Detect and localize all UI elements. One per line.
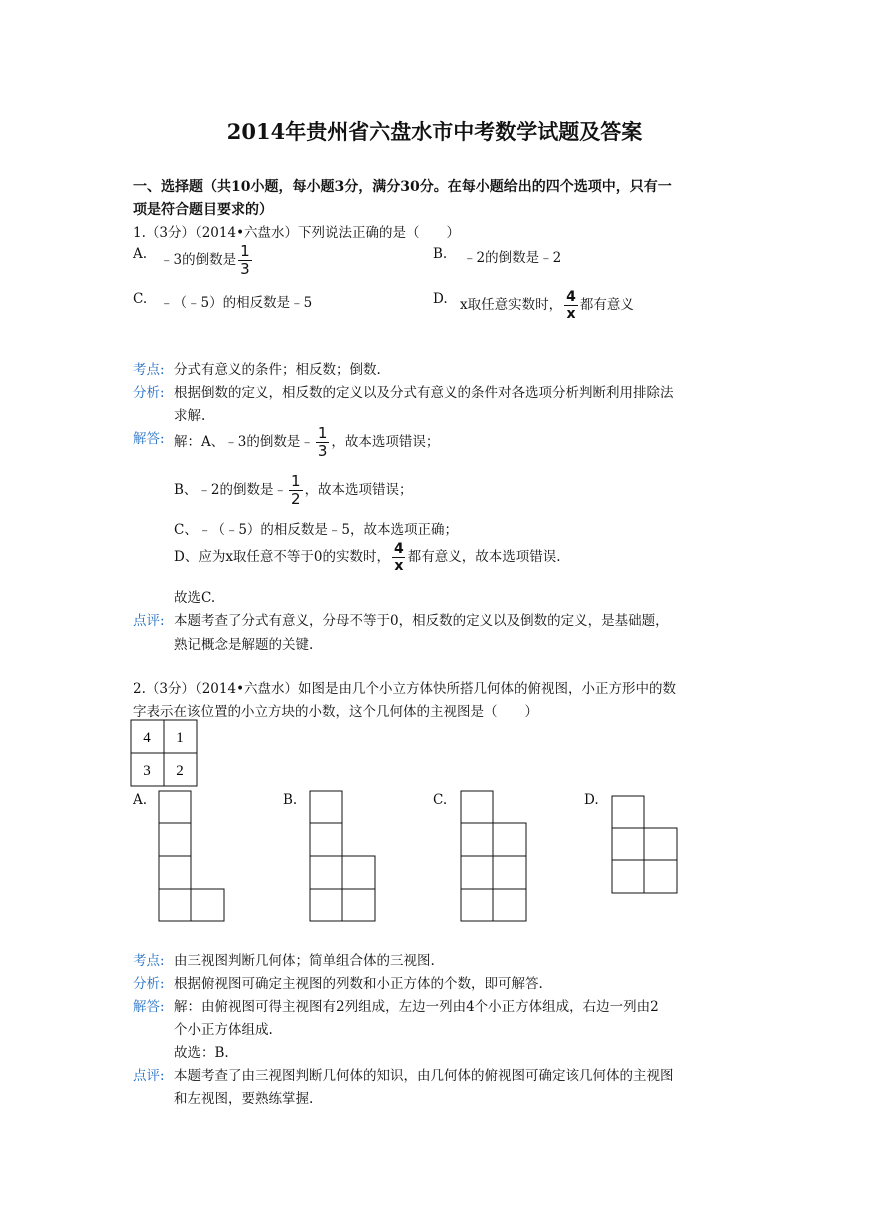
fraction-1-2: $\frac{1}{2}$: [291, 472, 301, 508]
q2-option-c-label: C.: [433, 792, 448, 808]
top-view-grid: [130, 719, 198, 787]
section-heading-line2: 项是符合题目要求的）: [133, 202, 273, 218]
q1-option-d-label: D.: [433, 291, 448, 307]
section-heading-line1: 一、选择题（共10小题，每小题3分，满分30分。在每小题给出的四个选项中，只有一: [133, 179, 672, 195]
q2-answer: 故选：B.: [174, 1045, 229, 1061]
q1-jieda-label: 解答:: [133, 431, 165, 447]
top-view-cell-1: 4: [143, 730, 151, 746]
q1-option-c: ﹣（﹣5）的相反数是﹣5: [160, 295, 313, 311]
fraction-1-3: $\frac{1}{3}$: [240, 242, 250, 278]
q1-jieda-b-text2: ，故本选项错误；: [304, 482, 413, 498]
q1-dianping-label: 点评:: [133, 613, 165, 629]
q1-option-b-label: B.: [433, 246, 448, 262]
fraction-4-x: $\frac{4}{x}$: [566, 289, 576, 322]
q1-option-d-text1: x取任意实数时，: [460, 297, 563, 313]
q1-kaodian-text: 分式有意义的条件；相反数；倒数.: [174, 362, 381, 378]
top-view-cell-4: 2: [176, 763, 184, 779]
q1-fenxi-line1: 根据倒数的定义，相反数的定义以及分式有意义的条件对各选项分析判断利用排除法: [174, 385, 674, 401]
q2-jieda-label: 解答:: [133, 999, 165, 1015]
q2-option-b-figure: [309, 790, 377, 923]
top-view-cell-3: 3: [143, 763, 151, 779]
fraction-4-x-answer: $\frac{4}{x}$: [394, 541, 404, 574]
q2-kaodian-label: 考点:: [133, 953, 165, 969]
q1-jieda-d: [174, 542, 561, 573]
fraction-1-3-answer: $\frac{1}{3}$: [317, 424, 328, 460]
q1-jieda-d-text2: 都有意义，故本选项错误.: [407, 549, 561, 565]
q1-jieda-c: C、﹣（﹣5）的相反数是﹣5，故本选项正确；: [174, 522, 459, 538]
q2-option-d-figure: [611, 795, 679, 895]
q2-option-b-label: B.: [283, 792, 298, 808]
q1-jieda-b: [174, 474, 413, 507]
q1-jieda-a-text2: ，故本选项错误；: [331, 434, 440, 450]
q2-jieda-line2: 个小正方体组成.: [174, 1022, 273, 1038]
q1-option-d: [460, 290, 634, 321]
q1-option-c-label: C.: [133, 291, 148, 307]
q2-option-c-figure: [460, 790, 528, 923]
q1-option-a: [160, 244, 254, 277]
top-view-cell-2: 1: [176, 730, 184, 746]
q1-option-d-text2: 都有意义: [579, 297, 634, 313]
q1-fenxi-label: 分析:: [133, 385, 165, 401]
q1-option-a-label: A.: [133, 246, 148, 262]
q2-option-a-label: A.: [133, 792, 148, 808]
q2-kaodian-text: 由三视图判断几何体；简单组合体的三视图.: [174, 953, 435, 969]
q1-jieda-d-text1: D、应为x取任意不等于0的实数时，: [174, 549, 391, 565]
q2-option-d-label: D.: [584, 792, 599, 808]
q2-stem-line2: 字表示在该位置的小立方块的小数，这个几何体的主视图是（ ）: [133, 704, 538, 720]
q2-fenxi-text: 根据俯视图可确定主视图的列数和小正方体的个数，即可解答.: [174, 976, 543, 992]
q1-stem: 1.（3分）（2014•六盘水）下列说法正确的是（ ）: [133, 225, 461, 241]
page-title: 2014年贵州省六盘水市中考数学试题及答案: [226, 119, 643, 144]
q2-jieda-line1: 解：由俯视图可得主视图有2列组成，左边一列由4个小正方体组成，右边一列由2: [174, 999, 659, 1015]
q2-dianping-label: 点评:: [133, 1068, 165, 1084]
q1-kaodian-label: 考点:: [133, 362, 165, 378]
q1-jieda-a-text1: 解：A、﹣3的倒数是﹣: [174, 434, 314, 450]
q1-jieda-b-text1: B、﹣2的倒数是﹣: [174, 482, 288, 498]
q1-fenxi-line2: 求解.: [174, 408, 206, 424]
q2-dianping-line1: 本题考查了由三视图判断几何体的知识，由几何体的俯视图可确定该几何体的主视图: [174, 1068, 674, 1084]
q1-option-a-text: ﹣3的倒数是: [160, 252, 237, 268]
q1-jieda-a: [174, 426, 439, 459]
q2-dianping-line2: 和左视图，要熟练掌握.: [174, 1091, 314, 1107]
q1-dianping-line1: 本题考查了分式有意义，分母不等于0，相反数的定义以及倒数的定义，是基础题，: [174, 613, 669, 629]
q2-stem-line1: 2.（3分）（2014•六盘水）如图是由几个小立方体快所搭几何体的俯视图，小正方形中的数: [133, 681, 677, 697]
q1-dianping-line2: 熟记概念是解题的关键.: [174, 637, 314, 653]
q2-option-a-figure: [158, 790, 226, 923]
q2-fenxi-label: 分析:: [133, 976, 165, 992]
q1-option-b: ﹣2的倒数是﹣2: [463, 250, 562, 266]
q1-answer: 故选C.: [174, 590, 216, 606]
